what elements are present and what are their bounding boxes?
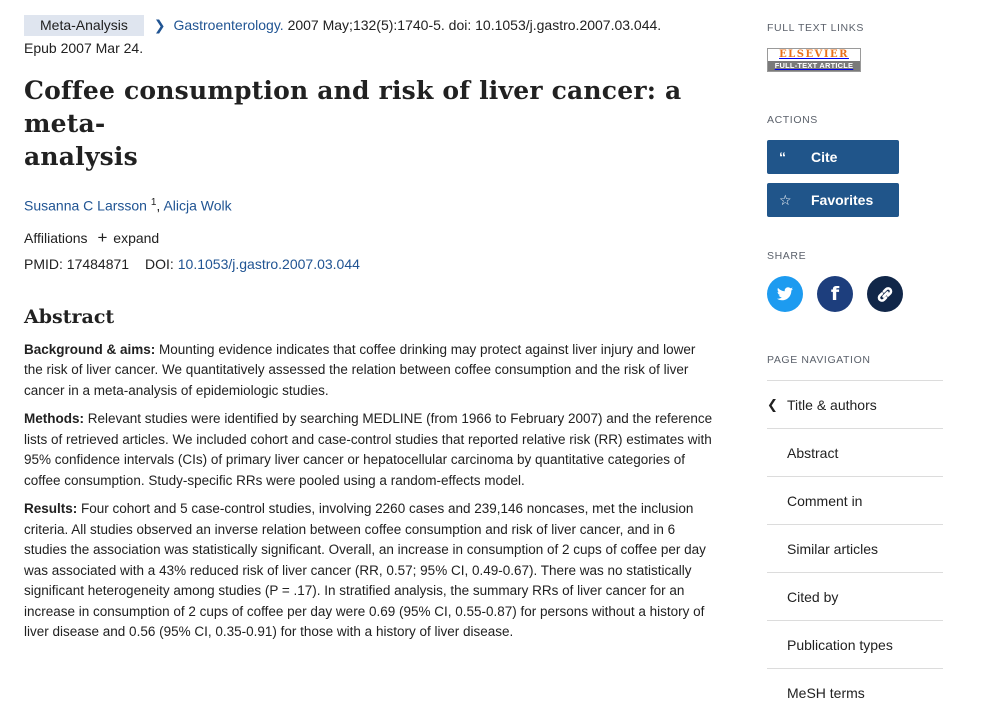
abstract-heading: Abstract xyxy=(24,305,115,328)
journal-link[interactable]: Gastroenterology. xyxy=(173,17,284,33)
article-title-line2: analysis xyxy=(24,142,138,171)
nav-item-label: Similar articles xyxy=(787,541,879,557)
nav-item-label: Publication types xyxy=(787,637,893,653)
elsevier-full-text-link[interactable] xyxy=(767,48,861,72)
plus-icon: + xyxy=(97,227,108,247)
full-text-links-label: FULL TEXT LINKS xyxy=(767,22,864,34)
article-title xyxy=(24,74,714,173)
chevron-left-icon: ❮ xyxy=(767,397,778,412)
star-icon: ☆ xyxy=(779,192,792,208)
pmid: PMID: 17484871 xyxy=(24,255,130,272)
section-text: Four cohort and 5 case-control studies, involving 2260 cases and 239,146 noncases, met the inclusion criteria. All studies observed an inverse relation between coffee consumption and risk of liver cancer, and in 6 studies the association was statistically significant. Overall, an increase in consumption of 2 cups of coffee per day was associated with a 43% reduced risk of liver cancer (RR, 0.57; 95% CI, 0.49-0.67). There was no statistically significant heterogeneity among studies (P = .17). In stratified analysis, the summary RRs of liver cancer for an increase in consumption of 2 cups of coffee per day were 0.69 (95% CI, 0.55-0.87) for persons without a history of liver disease and 0.56 (95% CI, 0.35-0.91) for those with a history of liver disease. xyxy=(24,501,706,640)
affiliations-toggle[interactable] xyxy=(24,228,714,248)
nav-item-similar-articles[interactable] xyxy=(767,525,943,573)
actions-label: ACTIONS xyxy=(767,114,818,126)
cite-label: Cite xyxy=(811,149,838,165)
nav-item-abstract[interactable] xyxy=(767,429,943,477)
doi-label: DOI: xyxy=(144,255,174,272)
author-link[interactable]: Susanna C Larsson xyxy=(24,197,147,214)
nav-item-comment-in[interactable] xyxy=(767,477,943,525)
favorites-label: Favorites xyxy=(811,192,874,208)
link-glyph xyxy=(867,276,903,312)
twitter-icon[interactable] xyxy=(767,276,803,312)
affiliations-label: Affiliations xyxy=(24,229,88,246)
section-label: Methods: xyxy=(24,411,84,427)
expand-label: expand xyxy=(113,229,160,246)
nav-item-publication-types[interactable] xyxy=(767,621,943,669)
nav-item-cited-by[interactable] xyxy=(767,573,943,621)
article-main xyxy=(24,0,714,643)
section-text: Mounting evidence indicates that coffee drinking may protect against liver injury and lower the risk of liver cancer. We quantitatively assessed the relation between coffee consumption and the risk of liver cancer in a meta-analysis of epidemiologic studies. xyxy=(24,341,696,398)
nav-item-label: Comment in xyxy=(787,493,863,509)
abstract-results xyxy=(24,499,714,643)
section-label: Results: xyxy=(24,501,78,517)
elsevier-logo-text: ELSEVIER xyxy=(768,49,860,61)
nav-item-label: MeSH terms xyxy=(787,685,865,701)
author-link[interactable]: Alicja Wolk xyxy=(163,197,232,214)
abstract-methods xyxy=(24,409,714,491)
page-navigation-label: PAGE NAVIGATION xyxy=(767,354,871,366)
nav-item-mesh-terms[interactable] xyxy=(767,669,943,705)
affiliation-number[interactable]: 1 xyxy=(150,197,157,208)
section-label: Background & aims: xyxy=(24,341,156,357)
favorites-button[interactable] xyxy=(767,183,899,217)
facebook-icon[interactable]: f xyxy=(817,276,853,312)
publication-type-badge: Meta-Analysis xyxy=(24,15,144,36)
elsevier-full-text-label: FULL-TEXT ARTICLE xyxy=(768,61,860,71)
article-title-line1: Coffee consumption and risk of liver cancer: a meta- xyxy=(24,76,682,138)
quote-icon: “ xyxy=(779,149,786,165)
nav-item-label: Title & authors xyxy=(787,397,877,413)
citation-details: 2007 May;132(5):1740-5. doi: 10.1053/j.gastro.2007.03.044. xyxy=(283,17,662,33)
epub-date: Epub 2007 Mar 24. xyxy=(24,40,144,56)
cite-button[interactable] xyxy=(767,140,899,174)
share-label: SHARE xyxy=(767,250,807,262)
chevron-right-icon: ❯ xyxy=(153,17,166,33)
twitter-bird-glyph xyxy=(767,276,803,312)
authors-list xyxy=(24,193,714,216)
nav-item-label: Abstract xyxy=(787,445,839,461)
link-icon[interactable] xyxy=(867,276,903,312)
doi-link[interactable]: 10.1053/j.gastro.2007.03.044 xyxy=(177,255,360,272)
author-separator: , xyxy=(156,197,164,214)
nav-item-label: Cited by xyxy=(787,589,839,605)
article-identifiers xyxy=(24,254,714,274)
abstract-background xyxy=(24,340,714,402)
section-text: Relevant studies were identified by searching MEDLINE (from 1966 to February 2007) and the reference lists of retrieved articles. We included cohort and case-control studies that reported relative risk (RR) estimates with 95% confidence intervals (CIs) of primary liver cancer or hepatocellular carcinoma by quantitative categories of coffee consumption. Study-specific RRs were pooled using a random-effects model. xyxy=(24,411,713,488)
citation-line xyxy=(24,14,714,60)
nav-item-title-authors[interactable] xyxy=(767,381,943,429)
page-navigation-list xyxy=(767,380,943,705)
